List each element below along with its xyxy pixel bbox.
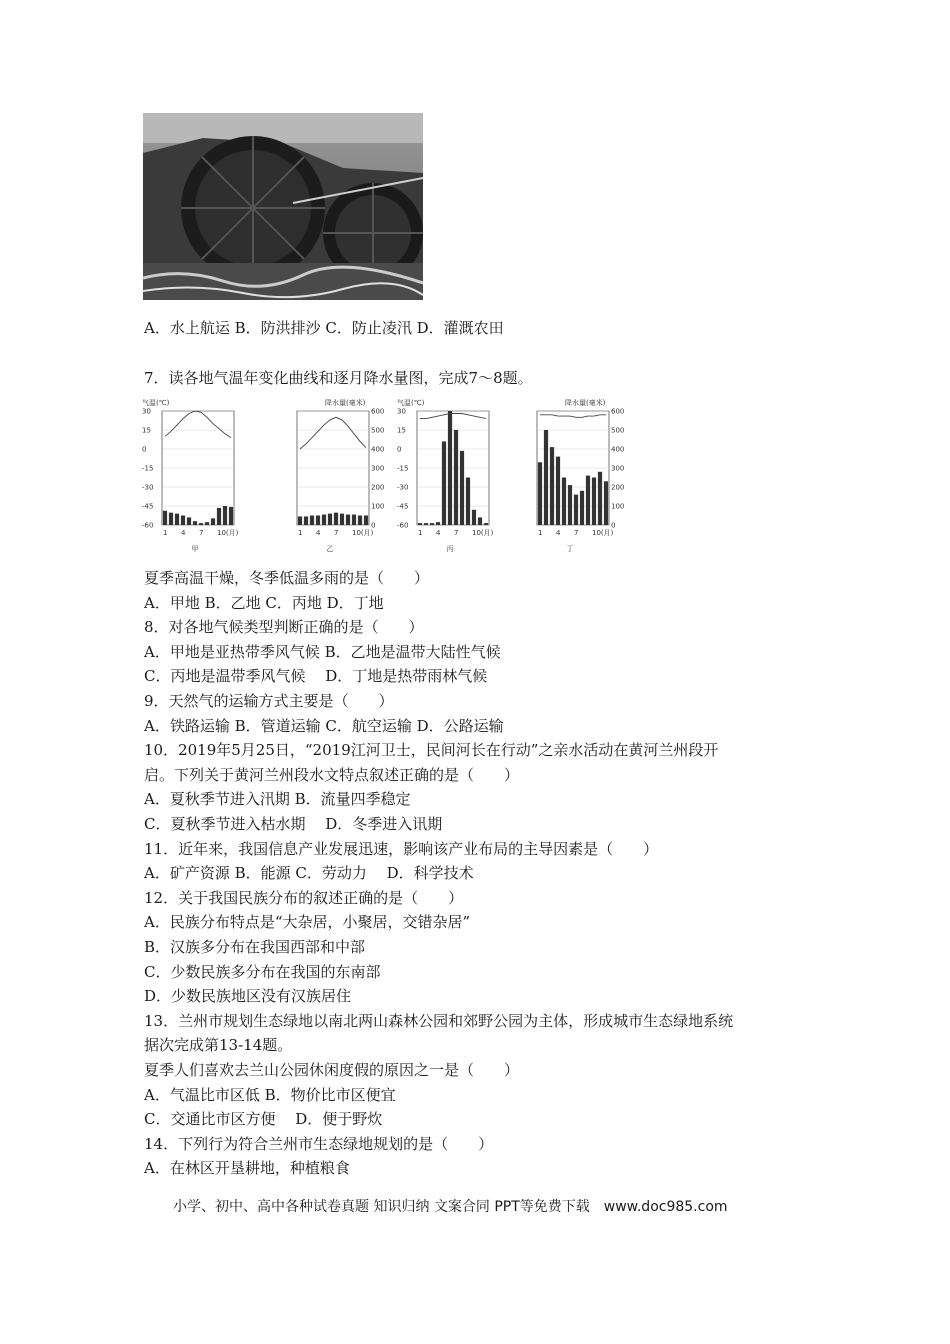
precip-bar [580, 491, 584, 525]
tick-label: 600 [371, 407, 385, 416]
x-tick-label: 4 [316, 529, 321, 537]
tick-label: 15 [142, 426, 151, 435]
x-tick-label: 7 [574, 529, 579, 537]
climate-chart-svg [275, 393, 385, 558]
q7-intro: 7．读各地气温年变化曲线和逐月降水量图，完成7～8题。 [144, 369, 533, 387]
precip-bar [436, 522, 440, 525]
chart-caption: 丙 [446, 545, 454, 553]
temperature-line [300, 417, 366, 449]
tick-label: 0 [371, 521, 376, 530]
tick-label: -45 [142, 502, 154, 511]
precip-bar [175, 514, 179, 525]
tick-label: 500 [611, 426, 625, 435]
question-line: 启。下列关于黄河兰州段水文特点叙述正确的是（ ） [144, 765, 520, 784]
precip-bar [430, 523, 434, 525]
climate-charts [140, 393, 630, 558]
tick-label: 600 [611, 407, 625, 416]
precip-bar [442, 441, 446, 525]
precip-bar [328, 514, 332, 525]
climate-chart-svg [140, 393, 250, 558]
question-line: 8．对各地气候类型判断正确的是（ ） [144, 618, 424, 637]
precip-bar [304, 516, 308, 525]
temperature-line [540, 415, 606, 418]
precip-bar [229, 507, 233, 525]
question-line: A．甲地是亚热带季风气候 B．乙地是温带大陆性气候 [144, 642, 501, 661]
question-line: A．在林区开垦耕地，种植粮食 [144, 1159, 350, 1178]
question-line: A．气温比市区低 B．物价比市区便宜 [144, 1085, 396, 1104]
precip-bar [211, 518, 215, 525]
precip-bar [562, 478, 566, 526]
x-tick-label: 1 [538, 529, 543, 537]
x-tick-label: 10(月) [217, 529, 239, 537]
precip-bar [187, 517, 191, 525]
x-tick-label: 10(月) [352, 529, 374, 537]
question-line: 据次完成第13-14题。 [144, 1036, 293, 1055]
question-line: 9．天然气的运输方式主要是（ ） [144, 692, 394, 710]
question-line: A．甲地 B．乙地 C．丙地 D．丁地 [144, 593, 384, 612]
tick-label: 200 [371, 483, 385, 492]
question-line: A．矿产资源 B．能源 C．劳动力 D．科学技术 [144, 864, 474, 883]
x-tick-label: 1 [418, 529, 423, 537]
chart-caption: 丁 [566, 545, 574, 553]
precip-bar [418, 523, 422, 525]
tick-label: 400 [371, 445, 385, 454]
footer-ad: 小学、初中、高中各种试卷真题 知识归纳 文案合同 PPT等免费下载 www.doc985.com [173, 1199, 728, 1215]
tick-label: 200 [611, 483, 625, 492]
precip-bar [352, 515, 356, 525]
tick-label: 100 [611, 502, 625, 511]
precip-bar [478, 517, 482, 525]
y2-axis-label: 降水量(毫米) [325, 399, 366, 407]
precip-bar [346, 515, 350, 525]
precip-bar [334, 513, 338, 525]
precip-bar [163, 511, 167, 525]
tick-label: -30 [142, 483, 154, 492]
precip-bar [550, 447, 554, 525]
precip-bar [193, 521, 197, 525]
climate-chart-svg [395, 393, 505, 558]
tick-label: 0 [142, 445, 147, 454]
precip-bar [424, 523, 428, 525]
tick-label: 300 [611, 464, 625, 473]
precip-bar [181, 516, 185, 526]
climate-chart-bing [395, 393, 505, 558]
question-line: D．少数民族地区没有汉族居住 [144, 987, 352, 1006]
precip-bar [568, 485, 572, 525]
question-line: 14．下列行为符合兰州市生态绿地规划的是（ ） [144, 1134, 494, 1153]
y-axis-label: 气温(℃) [397, 399, 425, 407]
precip-bar [454, 430, 458, 525]
tick-label: 0 [397, 445, 402, 454]
tick-label: 15 [397, 426, 406, 435]
precip-bar [217, 508, 221, 525]
climate-chart-yi [275, 393, 385, 558]
precip-bar [448, 411, 452, 525]
chart-caption: 乙 [326, 545, 334, 553]
x-tick-label: 7 [199, 529, 204, 537]
question-line: 夏季高温干燥，冬季低温多雨的是（ ） [144, 569, 430, 587]
climate-chart-svg [515, 393, 625, 558]
temperature-line [420, 414, 486, 419]
tick-label: 100 [371, 502, 385, 511]
precip-bar [598, 472, 602, 525]
tick-label: 30 [397, 407, 406, 416]
question-line: 12．关于我国民族分布的叙述正确的是（ ） [144, 888, 464, 907]
question-line: A．夏秋季节进入汛期 B．流量四季稳定 [144, 790, 411, 809]
waterwheel-photo [143, 113, 423, 300]
tick-label: 300 [371, 464, 385, 473]
precip-bar [472, 510, 476, 525]
question-line: B．汉族多分布在我国西部和中部 [144, 938, 366, 956]
precip-bar [322, 515, 326, 525]
precip-bar [538, 462, 542, 525]
tick-label: 500 [371, 426, 385, 435]
tick-label: 30 [142, 407, 151, 416]
precip-bar [574, 495, 578, 525]
y-axis-label: 气温(℃) [142, 399, 170, 407]
temperature-line [165, 411, 231, 438]
precip-bar [466, 478, 470, 526]
question-line: A．铁路运输 B．管道运输 C．航空运输 D．公路运输 [144, 716, 504, 735]
tick-label: -60 [142, 521, 154, 530]
precip-bar [604, 481, 608, 525]
chart-caption: 甲 [191, 545, 199, 553]
question-line: 11．近年来，我国信息产业发展迅速，影响该产业布局的主导因素是（ ） [144, 839, 659, 858]
precip-bar [556, 457, 560, 525]
question-line: C．交通比市区方便 D．便于野炊 [144, 1110, 383, 1129]
x-tick-label: 4 [181, 529, 186, 537]
tick-label: 0 [611, 521, 616, 530]
precip-bar [169, 513, 173, 525]
precip-bar [199, 523, 203, 525]
question-line: A．民族分布特点是“大杂居，小聚居，交错杂居” [144, 913, 471, 932]
precip-bar [223, 506, 227, 525]
climate-chart-jia [140, 393, 250, 558]
precip-bar [316, 516, 320, 526]
tick-label: -30 [397, 483, 409, 492]
x-tick-label: 4 [556, 529, 561, 537]
precip-bar [298, 516, 302, 525]
question-line: 13．兰州市规划生态绿地以南北两山森林公园和郊野公园为主体，形成城市生态绿地系统 [144, 1011, 734, 1030]
precip-bar [358, 516, 362, 526]
tick-label: -15 [397, 464, 409, 473]
question-line: C．丙地是温带季风气候 D．丁地是热带雨林气候 [144, 667, 488, 686]
precip-bar [592, 478, 596, 526]
precip-bar [310, 516, 314, 526]
question-line: 夏季人们喜欢去兰山公园休闲度假的原因之一是（ ） [144, 1061, 520, 1079]
question-line: 10．2019年5月25日，“2019江河卫士，民间河长在行动”之亲水活动在黄河兰州段开 [144, 741, 719, 760]
x-tick-label: 4 [436, 529, 441, 537]
y2-axis-label: 降水量(毫米) [565, 399, 606, 407]
tick-label: -15 [142, 464, 154, 473]
climate-chart-ding [515, 393, 625, 558]
precip-bar [364, 516, 368, 526]
x-tick-label: 1 [298, 529, 303, 537]
question-line: C．夏秋季节进入枯水期 D．冬季进入讯期 [144, 815, 443, 833]
question-line: C．少数民族多分布在我国的东南部 [144, 962, 381, 981]
precip-bar [484, 523, 488, 525]
precip-bar [460, 451, 464, 525]
x-tick-label: 7 [334, 529, 339, 537]
x-tick-label: 7 [454, 529, 459, 537]
precip-bar [586, 476, 590, 525]
precip-bar [544, 430, 548, 525]
tick-label: -60 [397, 521, 409, 530]
precip-bar [340, 514, 344, 525]
tick-label: 400 [611, 445, 625, 454]
tick-label: -45 [397, 502, 409, 511]
precip-bar [205, 522, 209, 525]
x-tick-label: 1 [163, 529, 168, 537]
x-tick-label: 10(月) [592, 529, 614, 537]
x-tick-label: 10(月) [472, 529, 494, 537]
q6-options: A．水上航运 B．防洪排沙 C．防止凌汛 D．灌溉农田 [144, 319, 504, 337]
